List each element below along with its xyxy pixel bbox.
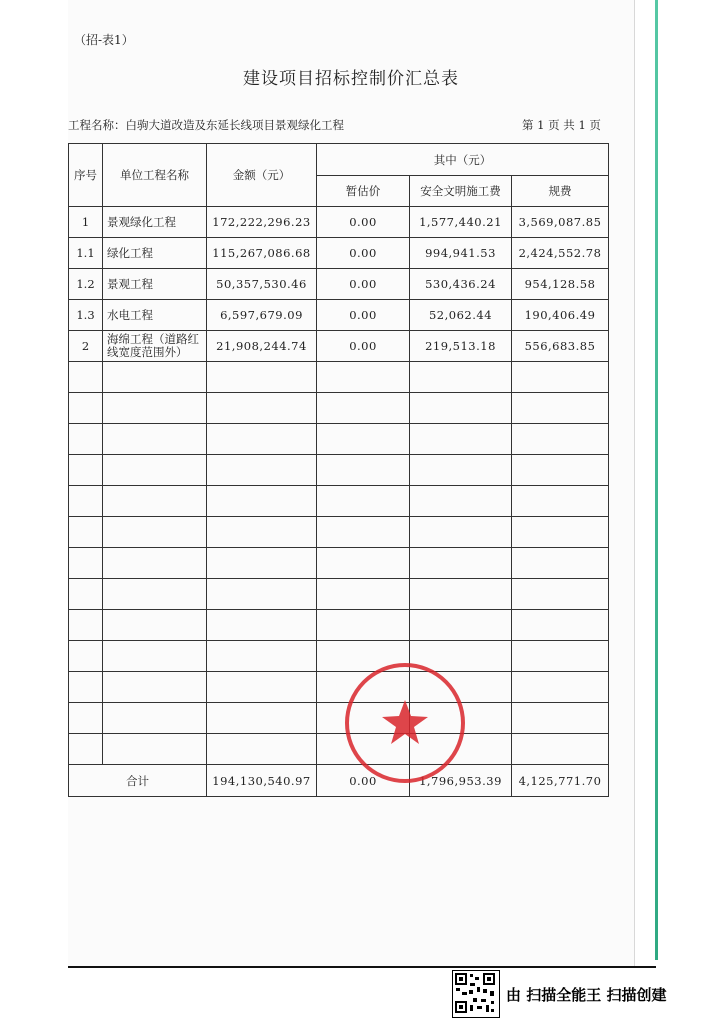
empty-cell	[410, 641, 512, 672]
cell-provisional: 0.00	[317, 331, 410, 362]
summary-table	[68, 143, 609, 797]
empty-cell	[317, 424, 410, 455]
empty-cell	[207, 703, 317, 734]
empty-cell	[69, 393, 103, 424]
empty-cell	[207, 610, 317, 641]
empty-cell	[69, 641, 103, 672]
cell-name: 绿化工程	[103, 238, 207, 269]
empty-row	[69, 641, 609, 672]
project-line	[68, 117, 344, 133]
header-group: 其中（元）	[317, 144, 609, 176]
cell-provisional: 0.00	[317, 207, 410, 238]
empty-cell	[512, 610, 609, 641]
total-amount: 194,130,540.97	[207, 765, 317, 797]
empty-cell	[512, 517, 609, 548]
cell-provisional: 0.00	[317, 300, 410, 331]
empty-cell	[207, 424, 317, 455]
empty-cell	[103, 362, 207, 393]
empty-cell	[207, 734, 317, 765]
empty-cell	[103, 424, 207, 455]
total-label: 合计	[69, 765, 207, 797]
empty-row	[69, 393, 609, 424]
total-fees: 4,125,771.70	[512, 765, 609, 797]
cell-no: 1	[69, 207, 103, 238]
header-amount: 金额（元）	[207, 144, 317, 207]
empty-rows	[69, 362, 609, 765]
page-info: 第 1 页 共 1 页	[522, 118, 601, 132]
cell-fees: 2,424,552.78	[512, 238, 609, 269]
empty-cell	[512, 703, 609, 734]
empty-cell	[207, 455, 317, 486]
empty-cell	[410, 548, 512, 579]
scan-footer	[452, 968, 712, 1018]
header-provisional: 暂估价	[317, 176, 410, 207]
empty-cell	[207, 486, 317, 517]
empty-row	[69, 517, 609, 548]
cell-amount: 172,222,296.23	[207, 207, 317, 238]
cell-amount: 21,908,244.74	[207, 331, 317, 362]
cell-provisional: 0.00	[317, 269, 410, 300]
empty-cell	[103, 517, 207, 548]
empty-cell	[512, 455, 609, 486]
empty-row	[69, 579, 609, 610]
empty-cell	[207, 579, 317, 610]
empty-cell	[410, 393, 512, 424]
empty-cell	[103, 672, 207, 703]
empty-cell	[69, 579, 103, 610]
empty-cell	[512, 548, 609, 579]
cell-amount: 6,597,679.09	[207, 300, 317, 331]
empty-cell	[317, 393, 410, 424]
cell-safety: 530,436.24	[410, 269, 512, 300]
empty-row	[69, 703, 609, 734]
empty-cell	[69, 424, 103, 455]
empty-cell	[69, 734, 103, 765]
total-row	[69, 765, 609, 797]
empty-cell	[512, 672, 609, 703]
table-row	[69, 207, 609, 238]
document-title: 建设项目招标控制价汇总表	[243, 69, 459, 89]
empty-cell	[512, 486, 609, 517]
cell-fees: 3,569,087.85	[512, 207, 609, 238]
cell-no: 2	[69, 331, 103, 362]
empty-cell	[69, 486, 103, 517]
cell-fees: 556,683.85	[512, 331, 609, 362]
empty-cell	[69, 517, 103, 548]
empty-cell	[512, 393, 609, 424]
empty-cell	[410, 517, 512, 548]
cell-provisional: 0.00	[317, 238, 410, 269]
empty-cell	[317, 455, 410, 486]
empty-cell	[103, 486, 207, 517]
cell-name: 海绵工程（道路红线宽度范围外）	[103, 331, 207, 362]
empty-cell	[512, 424, 609, 455]
empty-cell	[512, 641, 609, 672]
empty-cell	[103, 579, 207, 610]
empty-row	[69, 610, 609, 641]
cell-no: 1.3	[69, 300, 103, 331]
empty-cell	[103, 734, 207, 765]
total-provisional: 0.00	[317, 765, 410, 797]
empty-cell	[410, 362, 512, 393]
empty-cell	[410, 424, 512, 455]
cell-name: 景观工程	[103, 269, 207, 300]
table-row	[69, 269, 609, 300]
empty-cell	[317, 579, 410, 610]
table-row	[69, 238, 609, 269]
cell-amount: 115,267,086.68	[207, 238, 317, 269]
cell-safety: 994,941.53	[410, 238, 512, 269]
empty-cell	[103, 548, 207, 579]
empty-cell	[317, 486, 410, 517]
empty-cell	[69, 362, 103, 393]
cell-no: 1.2	[69, 269, 103, 300]
empty-row	[69, 672, 609, 703]
empty-cell	[69, 455, 103, 486]
empty-row	[69, 362, 609, 393]
empty-cell	[410, 486, 512, 517]
header-name: 单位工程名称	[103, 144, 207, 207]
empty-cell	[317, 610, 410, 641]
empty-cell	[103, 703, 207, 734]
empty-cell	[410, 703, 512, 734]
empty-cell	[512, 734, 609, 765]
cell-name: 景观绿化工程	[103, 207, 207, 238]
empty-cell	[410, 610, 512, 641]
empty-row	[69, 424, 609, 455]
header-no: 序号	[69, 144, 103, 207]
empty-cell	[410, 734, 512, 765]
empty-cell	[207, 362, 317, 393]
empty-cell	[103, 393, 207, 424]
empty-cell	[410, 579, 512, 610]
table-row	[69, 300, 609, 331]
empty-cell	[207, 672, 317, 703]
cell-name: 水电工程	[103, 300, 207, 331]
table-row	[69, 331, 609, 362]
empty-cell	[317, 641, 410, 672]
project-label: 工程名称：	[68, 118, 126, 132]
cell-fees: 954,128.58	[512, 269, 609, 300]
empty-row	[69, 734, 609, 765]
header-safety: 安全文明施工费	[410, 176, 512, 207]
total-safety: 1,796,953.39	[410, 765, 512, 797]
empty-cell	[69, 672, 103, 703]
empty-cell	[410, 455, 512, 486]
cell-fees: 190,406.49	[512, 300, 609, 331]
empty-cell	[317, 517, 410, 548]
empty-cell	[317, 548, 410, 579]
qr-code-icon	[452, 970, 500, 1018]
empty-cell	[69, 703, 103, 734]
empty-cell	[103, 455, 207, 486]
empty-cell	[207, 393, 317, 424]
empty-cell	[69, 610, 103, 641]
cell-no: 1.1	[69, 238, 103, 269]
empty-cell	[317, 362, 410, 393]
scan-footer-text: 由 扫描全能王 扫描创建	[506, 986, 667, 1004]
project-name: 白驹大道改造及东延长线项目景观绿化工程	[125, 118, 344, 132]
empty-cell	[410, 672, 512, 703]
header-fees: 规费	[512, 176, 609, 207]
empty-cell	[207, 517, 317, 548]
empty-cell	[317, 734, 410, 765]
form-code: （招-表1）	[74, 33, 134, 47]
cell-safety: 1,577,440.21	[410, 207, 512, 238]
empty-cell	[103, 641, 207, 672]
empty-cell	[512, 579, 609, 610]
scan-edge-strip	[655, 0, 658, 960]
empty-row	[69, 548, 609, 579]
cell-safety: 219,513.18	[410, 331, 512, 362]
empty-cell	[207, 641, 317, 672]
empty-cell	[317, 672, 410, 703]
empty-row	[69, 455, 609, 486]
empty-cell	[207, 548, 317, 579]
empty-cell	[317, 703, 410, 734]
empty-cell	[69, 548, 103, 579]
empty-cell	[103, 610, 207, 641]
cell-safety: 52,062.44	[410, 300, 512, 331]
empty-row	[69, 486, 609, 517]
cell-amount: 50,357,530.46	[207, 269, 317, 300]
empty-cell	[512, 362, 609, 393]
